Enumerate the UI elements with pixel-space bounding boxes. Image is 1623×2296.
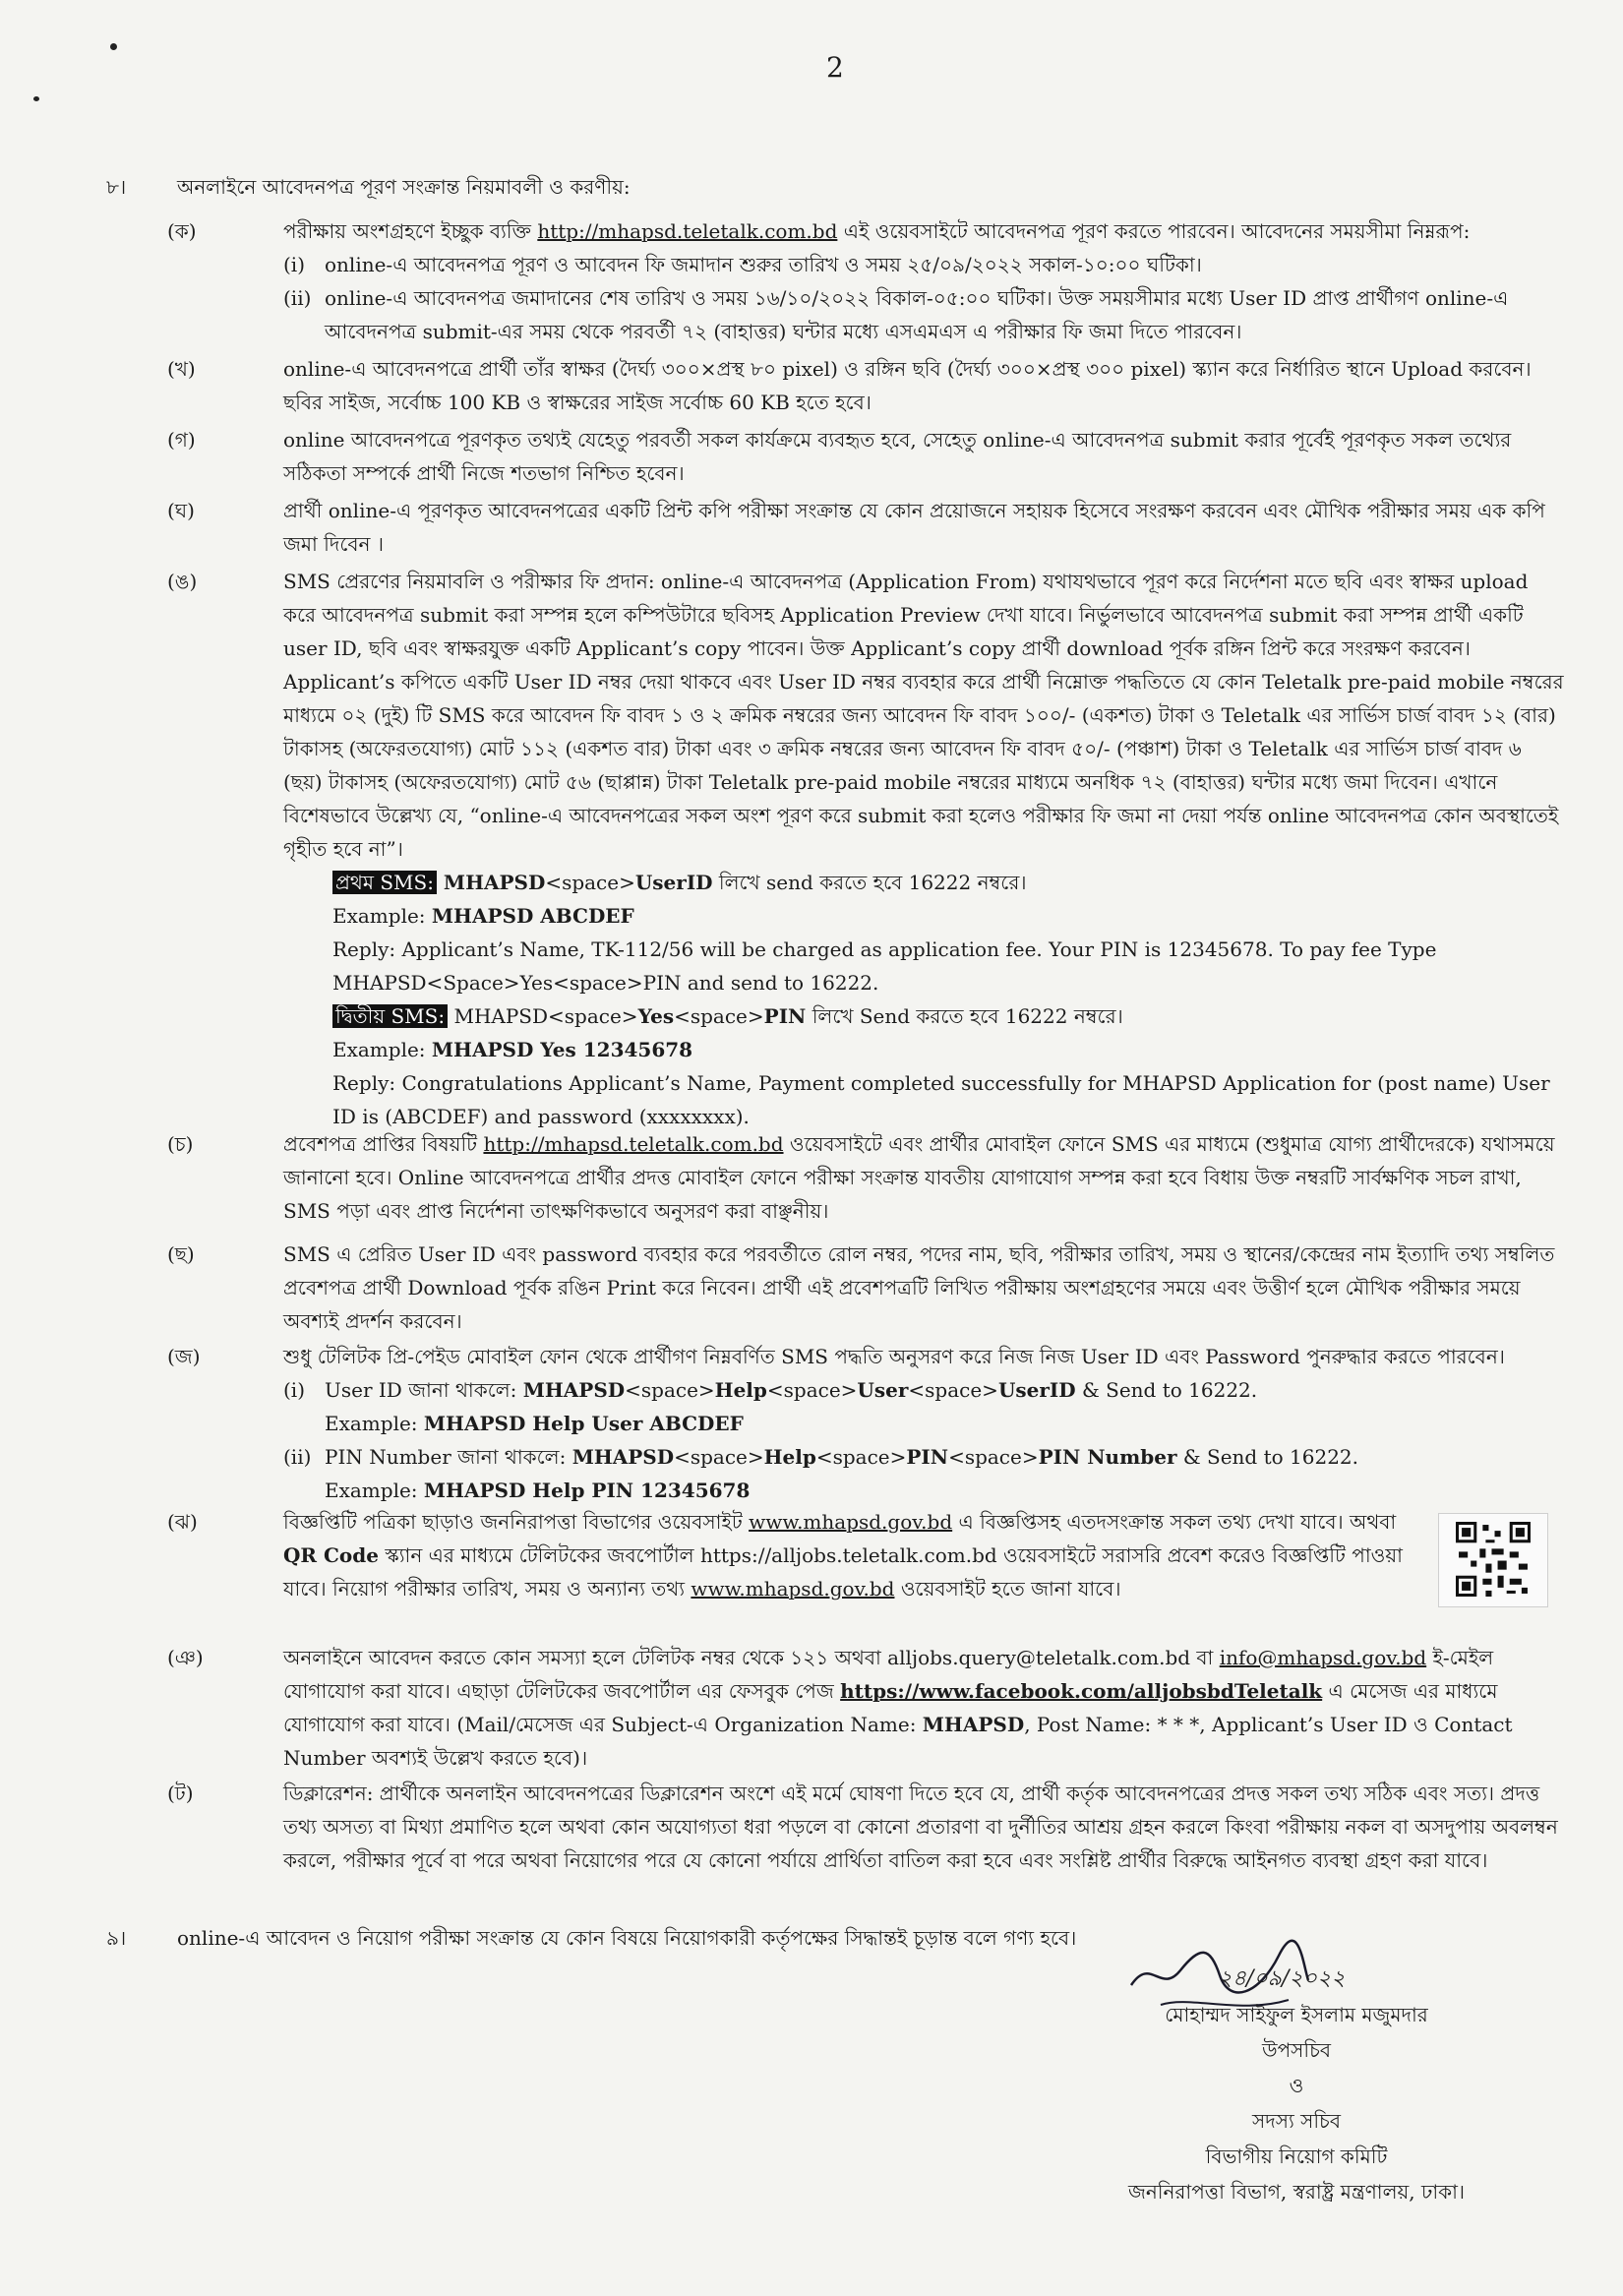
sms-1-example xyxy=(332,899,1566,933)
example-line xyxy=(325,1407,1566,1440)
subclause-text: online-এ আবেদনপত্র পূরণ ও আবেদন ফি জমাদান শুরুর তারিখ ও সময় ২৫/০৯/২০২২ সকাল-১০:০০ ঘটিকা। xyxy=(325,253,1202,276)
text-run: পরীক্ষায় অংশগ্রহণে ইচ্ছুক ব্যক্তি xyxy=(283,219,538,243)
sms-2-tag: দ্বিতীয় SMS: xyxy=(332,1004,448,1028)
text-run: MHAPSD xyxy=(522,1378,626,1402)
sms-2-example xyxy=(332,1033,1566,1066)
text-run: UserID xyxy=(997,1378,1076,1402)
signatory-designation: উপসচিব xyxy=(1261,2038,1331,2062)
clause-label: (ছ) xyxy=(167,1242,195,1266)
clause-text: শুধু টেলিটক প্রি-পেইড মোবাইল ফোন থেকে প্রার্থীগণ নিম্নবর্ণিত SMS পদ্ধতি অনুসরণ করে নিজ নিজ User ID এবং Password পুনরুদ্ধার করতে পারবেন। xyxy=(283,1345,1505,1368)
text-run: প্রবেশপত্র প্রাপ্তির বিষয়টি xyxy=(283,1132,484,1156)
sms-1-tag: প্রথম SMS: xyxy=(332,871,437,894)
clause-text xyxy=(283,1641,1566,1775)
clause-ga xyxy=(167,423,1566,490)
subclause-label: (ii) xyxy=(283,1445,312,1469)
text-run: Example: xyxy=(332,904,432,928)
text-run: MHAPSD ABCDEF xyxy=(431,904,634,928)
qr-code-graphic xyxy=(1456,1522,1531,1597)
text-run: এ বিজ্ঞপ্তিসহ এতদসংক্রান্ত সকল তথ্য দেখা যাবে। অথবা xyxy=(952,1510,1397,1534)
example-line xyxy=(325,1474,1566,1507)
text-run: MHAPSD xyxy=(436,871,546,894)
subclause-label: (i) xyxy=(283,253,306,276)
website-link[interactable]: http://mhapsd.teletalk.com.bd xyxy=(483,1132,784,1156)
text-run: PIN xyxy=(763,1004,807,1028)
text-run: স্ক্যান এর মাধ্যমে টেলিটকের জবপোর্টাল https://alljobs.teletalk.com.bd ওয়েবসাইটে সরাসরি প্রবেশ করেও বিজ্ঞপ্তিটি পাওয়া যাবে। নিয়োগ পরীক্ষার তারিখ, সময় ও অন্যান্য তথ্য xyxy=(283,1543,1403,1601)
section-text: online-এ আবেদন ও নিয়োগ পরীক্ষা সংক্রান্ত যে কোন বিষয়ে নিয়োগকারী কর্তৃপক্ষের সিদ্ধান্তই চূড়ান্ত বলে গণ্য হবে। xyxy=(177,1926,1077,1950)
clause-uma xyxy=(167,565,1566,1133)
signatory-conjunction: ও xyxy=(1289,2074,1304,2097)
subclause-text: online-এ আবেদনপত্র জমাদানের শেষ তারিখ ও সময় ১৬/১০/২০২২ বিকাল-০৫:০০ ঘটিকা। উক্ত সময়সীমার মধ্যে User ID প্রাপ্ত প্রার্থীগণ online-এ আবেদনপত্র submit-এর সময় থেকে পরবর্তী ৭২ (বাহাত্তর) ঘন্টার মধ্যে এসএমএস এ পরীক্ষার ফি জমা দিতে পারবেন। xyxy=(325,286,1509,343)
text-run: <space> xyxy=(766,1378,858,1402)
text-run: Example: xyxy=(325,1479,424,1502)
clause-label: (ঝ) xyxy=(167,1510,198,1534)
clause-ja xyxy=(167,1340,1566,1507)
signature-space xyxy=(1021,1928,1572,1962)
clause-cha xyxy=(167,1127,1566,1228)
section-number: ৯। xyxy=(106,1926,127,1950)
clause-text: online আবেদনপত্রে পূরণকৃত তথ্যই যেহেতু পরবর্তী সকল কার্যক্রমে ব্যবহৃত হবে, সেহেতু online-এ আবেদনপত্র submit করার পূর্বেই পূরণকৃত সকল তথ্যের সঠিকতা সম্পর্কে প্রার্থী নিজে শতভাগ নিশ্চিত হবেন। xyxy=(283,428,1512,485)
text-run: QR Code xyxy=(283,1543,379,1567)
subclause-text xyxy=(325,1373,1566,1440)
text-run: MHAPSD xyxy=(571,1445,675,1469)
scan-speck xyxy=(110,43,117,50)
clause-nya xyxy=(167,1641,1566,1775)
clause-kha xyxy=(167,352,1566,419)
text-run: <space> xyxy=(674,1445,764,1469)
text-run: ওয়েবসাইটে এবং প্রার্থীর মোবাইল ফোনে SMS এর মাধ্যমে (শুধুমাত্র যোগ্য প্রার্থীদেরকে) যথাসময়ে জানানো হবে। Online আবেদনপত্রে প্রার্থীর প্রদত্ত মোবাইল ফোনে পরীক্ষা সংক্রান্ত যাবতীয় যোগাযোগ সম্পন্ন করা হবে বিধায় উক্ত নম্বরটি সার্বক্ষণিক সচল রাখা, SMS পড়া এবং প্রাপ্ত নির্দেশনা তাৎক্ষণিকভাবে অনুসরণ করা বাঞ্ছনীয়। xyxy=(283,1132,1555,1223)
scan-speck xyxy=(33,96,39,101)
website-link[interactable]: www.mhapsd.gov.bd xyxy=(749,1510,953,1534)
text-run: <space> xyxy=(815,1445,907,1469)
text-run: PIN Number xyxy=(1038,1445,1177,1469)
signatory-role: সদস্য সচিব xyxy=(1252,2109,1341,2133)
page-number: 2 xyxy=(826,51,844,84)
section-title: অনলাইনে আবেদনপত্র পূরণ সংক্রান্ত নিয়মাবলী ও করণীয়: xyxy=(177,175,631,199)
text-run: MHAPSD Help PIN 12345678 xyxy=(423,1479,751,1502)
subclause-ii xyxy=(283,281,1566,348)
text-run: লিখে send করতে হবে 16222 নম্বরে। xyxy=(712,871,1027,894)
website-link[interactable]: www.mhapsd.gov.bd xyxy=(691,1577,895,1601)
text-run: ই-মেইল যোগাযোগ করা যাবে। এছাড়া টেলিটকের জবপোর্টাল এর ফেসবুক পেজ xyxy=(283,1646,1494,1703)
clause-label: (জ) xyxy=(167,1345,201,1368)
text-run: PIN Number জানা থাকলে: xyxy=(325,1445,572,1469)
subclause-ii xyxy=(283,1440,1566,1507)
text-run: , Post Name: * * *, Applicant’s User ID ও Contact Number অবশ্যই উল্লেখ করতে হবে)। xyxy=(283,1713,1513,1770)
text-run: User xyxy=(857,1378,909,1402)
text-run: Example: xyxy=(332,1038,432,1061)
signatory-committee: বিভাগীয় নিয়োগ কমিটি xyxy=(1205,2145,1388,2168)
signature-date: ২৪/০৯/২০২২ xyxy=(1218,1966,1346,1991)
text-run: ওয়েবসাইট হতে জানা যাবে। xyxy=(894,1577,1121,1601)
clause-text: প্রার্থী online-এ পূরণকৃত আবেদনপত্রের একটি প্রিন্ট কপি পরীক্ষা সংক্রান্ত যে কোন প্রয়োজনে সহায়ক হিসেবে সংরক্ষণ করবেন এবং মৌখিক পরীক্ষার সময় এক কপি জমা দিবেন । xyxy=(283,499,1545,556)
text-run: Help xyxy=(763,1445,816,1469)
text-run: লিখে Send করতে হবে 16222 নম্বরে। xyxy=(806,1004,1123,1028)
text-run: UserID xyxy=(634,871,713,894)
clause-label: (খ) xyxy=(167,357,196,381)
text-run: Yes xyxy=(637,1004,675,1028)
text-run: User ID জানা থাকলে: xyxy=(325,1378,523,1402)
qr-code-icon[interactable] xyxy=(1438,1513,1548,1607)
clause-text: online-এ আবেদনপত্রে প্রার্থী তাঁর স্বাক্ষর (দৈর্ঘ্য ৩০০×প্রস্থ ৮০ pixel) ও রঙ্গিন ছবি (দৈর্ঘ্য ৩০০×প্রস্থ ৩০০ pixel) স্ক্যান করে নির্ধারিত স্থানে Upload করবেন। ছবির সাইজ, সর্বোচ্চ 100 KB ও স্বাক্ষরের সাইজ সর্বোচ্চ 60 KB হতে হবে। xyxy=(283,357,1532,414)
text-run: MHAPSD Yes 12345678 xyxy=(431,1038,693,1061)
section-number: ৮। xyxy=(106,175,127,199)
clause-ka xyxy=(167,214,1566,348)
text-run: <space> xyxy=(545,871,635,894)
text-run: & Send to 16222. xyxy=(1176,1445,1358,1469)
text-run: PIN xyxy=(906,1445,949,1469)
clause-ta xyxy=(167,1777,1566,1877)
text-run: MHAPSD<space> xyxy=(448,1004,638,1028)
text-run: <space> xyxy=(948,1445,1039,1469)
text-run: & Send to 16222. xyxy=(1075,1378,1258,1402)
website-link[interactable]: http://mhapsd.teletalk.com.bd xyxy=(537,219,838,243)
email-link[interactable]: info@mhapsd.gov.bd xyxy=(1219,1646,1427,1669)
sms-2-reply: Reply: Congratulations Applicant’s Name, Payment completed successfully for MHAPSD Application for (post name) User ID is (ABCDEF) and password (xxxxxxxx). xyxy=(332,1071,1550,1128)
text-run: Example: xyxy=(325,1412,424,1435)
clause-label: (ক) xyxy=(167,219,197,243)
clause-label: (ঘ) xyxy=(167,499,195,522)
text-run: এ মেসেজ এর মাধ্যমে যোগাযোগ করা যাবে। (Mail/মেসেজ এর Subject-এ Organization Name: xyxy=(283,1679,1498,1736)
clause-chha xyxy=(167,1238,1566,1338)
clause-label: (ঞ) xyxy=(167,1646,204,1669)
text-run: অনলাইনে আবেদন করতে কোন সমস্যা হলে টেলিটক নম্বর থেকে ১২১ অথবা alljobs.query@teletalk.com.bd বা xyxy=(283,1646,1220,1669)
facebook-link[interactable]: https://www.facebook.com/alljobsbdTeletalk xyxy=(840,1679,1323,1703)
sms-2-line xyxy=(332,999,1566,1033)
clause-jha xyxy=(167,1505,1416,1605)
text-run: MHAPSD Help User ABCDEF xyxy=(423,1412,744,1435)
text-run: <space> xyxy=(625,1378,715,1402)
subclause-label: (ii) xyxy=(283,286,312,310)
clause-text: SMS এ প্রেরিত User ID এবং password ব্যবহার করে পরবর্তীতে রোল নম্বর, পদের নাম, ছবি, পরীক্ষার তারিখ, সময় ও স্থানের/কেন্দ্রের নাম ইত্যাদি তথ্য সম্বলিত প্রবেশপত্র প্রার্থী Download পূর্বক রঙিন Print করে নিবেন। প্রার্থী এই প্রবেশপত্রটি লিখিত পরীক্ষায় অংশগ্রহণের সময়ে এবং উত্তীর্ণ হলে মৌখিক পরীক্ষার সময়ে অবশ্যই প্রদর্শন করবেন। xyxy=(283,1242,1555,1333)
clause-text xyxy=(283,214,1566,248)
clause-gha xyxy=(167,494,1566,561)
text-run: <space> xyxy=(674,1004,764,1028)
sms-1-reply: Reply: Applicant’s Name, TK-112/56 will be charged as application fee. Your PIN is 12345678. To pay fee Type MHAPSD<Space>Yes<space>PIN and send to 16222. xyxy=(332,937,1437,995)
subclause-label: (i) xyxy=(283,1378,306,1402)
text-run: বিজ্ঞপ্তিটি পত্রিকা ছাড়াও জননিরাপত্তা বিভাগের ওয়েবসাইট xyxy=(283,1510,750,1534)
text-run: MHAPSD xyxy=(922,1713,1025,1736)
clause-label: (ঙ) xyxy=(167,570,198,593)
clause-text xyxy=(283,1127,1566,1228)
sms-1-line xyxy=(332,866,1566,899)
clause-label: (গ) xyxy=(167,428,196,452)
subclause-i xyxy=(283,1373,1566,1440)
section-8-heading xyxy=(106,173,631,206)
subclause-i xyxy=(283,248,1566,281)
clause-label: (চ) xyxy=(167,1132,194,1156)
signatory-name: মোহাম্মদ সাইফুল ইসলাম মজুমদার xyxy=(1165,2003,1428,2026)
signatory-office: জননিরাপত্তা বিভাগ, স্বরাষ্ট্র মন্ত্রণালয়, ঢাকা। xyxy=(1127,2180,1466,2204)
signature-block xyxy=(1021,1928,1572,2209)
text-run: <space> xyxy=(908,1378,998,1402)
clause-text: SMS প্রেরণের নিয়মাবলি ও পরীক্ষার ফি প্রদান: online-এ আবেদনপত্র (Application From) যথাযথভাবে পূরণ করে নির্দেশনা মতে ছবি এবং স্বাক্ষর upload করে আবেদনপত্র submit করা সম্পন্ন হলে কম্পিউটারে ছবিসহ Application Preview দেখা যাবে। নির্ভুলভাবে আবেদনপত্র submit করা সম্পন্ন প্রার্থী একটি user ID, ছবি এবং স্বাক্ষরযুক্ত একটি Applicant’s copy পাবেন। উক্ত Applicant’s copy প্রার্থী download পূর্বক রঙ্গিন প্রিন্ট করে সংরক্ষণ করবেন। Applicant’s কপিতে একটি User ID নম্বর দেয়া থাকবে এবং User ID নম্বর ব্যবহার করে প্রার্থী নিম্নোক্ত পদ্ধতিতে যে কোন Teletalk pre-paid mobile নম্বরের মাধ্যমে ০২ (দুই) টি SMS করে আবেদন ফি বাবদ ১ ও ২ ক্রমিক নম্বরের জন্য আবেদন ফি বাবদ ১০০/- (একশত) টাকা ও Teletalk এর সার্ভিস চার্জ বাবদ ১২ (বার) টাকাসহ (অফেরতযোগ্য) মোট ১১২ (একশত বার) টাকা এবং ৩ ক্রমিক নম্বরের জন্য আবেদন ফি বাবদ ৫০/- (পঞ্চাশ) টাকা ও Teletalk এর সার্ভিস চার্জ বাবদ ৬ (ছয়) টাকাসহ (অফেরতযোগ্য) মোট ৫৬ (ছাপ্পান্ন) টাকা Teletalk pre-paid mobile নম্বরের মাধ্যমে অনধিক ৭২ (বাহাত্তর) ঘন্টার মধ্যে জমা দিবেন। এখানে বিশেষভাবে উল্লেখ্য যে, “online-এ আবেদনপত্রের সকল অংশ পূরণ করে submit করা হলেও পরীক্ষার ফি জমা না দেয়া পর্যন্ত online আবেদনপত্র কোন অবস্থাতেই গৃহীত হবে না”। xyxy=(283,570,1564,861)
clause-text: ডিক্লারেশন: প্রার্থীকে অনলাইন আবেদনপত্রের ডিক্লারেশন অংশে এই মর্মে ঘোষণা দিতে হবে যে, প্রার্থী কর্তৃক আবেদনপত্রের প্রদত্ত সকল তথ্য সঠিক এবং সত্য। প্রদত্ত তথ্য অসত্য বা মিথ্যা প্রমাণিত হলে অথবা কোন অযোগ্যতা ধরা পড়লে বা কোনো প্রতারণা বা দুর্নীতির আশ্রয় গ্রহন করলে কিংবা পরীক্ষায় নকল বা অসদুপায় অবলম্বন করলে, পরীক্ষার পূর্বে বা পরে অথবা নিয়োগের পরে যে কোনো পর্যায়ে প্রার্থিতা বাতিল করা হবে এবং সংশ্লিষ্ট প্রার্থীর বিরুদ্ধে আইনগত ব্যবস্থা গ্রহণ করা যাবে। xyxy=(283,1782,1558,1872)
clause-text xyxy=(283,1505,1416,1605)
text-run: Help xyxy=(714,1378,767,1402)
text-run: এই ওয়েবসাইটে আবেদনপত্র পূরণ করতে পারবেন। আবেদনের সময়সীমা নিম্নরূপ: xyxy=(837,219,1471,243)
subclause-text xyxy=(325,1440,1566,1507)
clause-label: (ট) xyxy=(167,1782,194,1805)
